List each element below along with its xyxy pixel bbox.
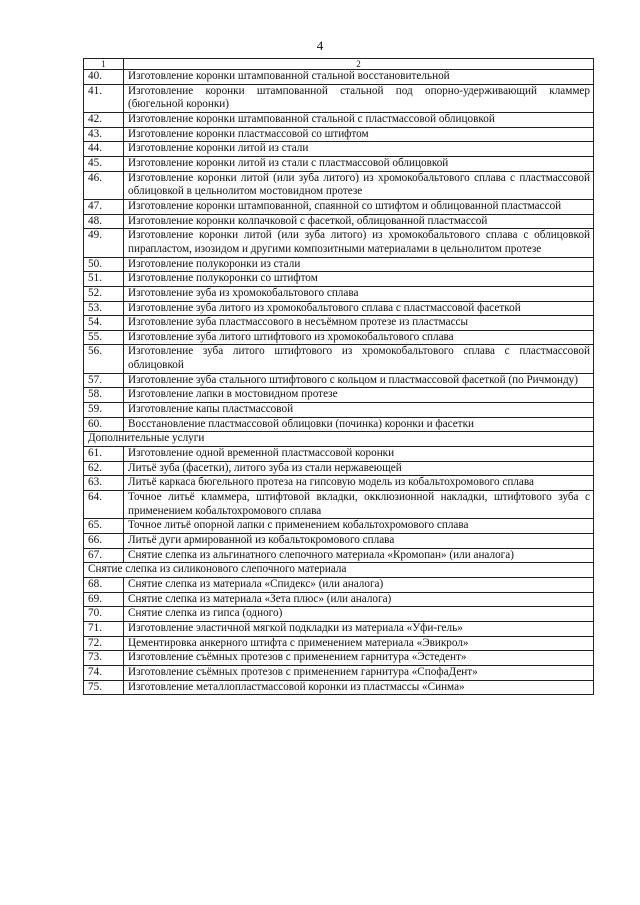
section-row xyxy=(84,563,594,578)
service-name: Изготовление зуба стального штифтового с кольцом и пластмассовой фасеткой (по Ричмонду) xyxy=(124,373,594,388)
service-name: Изготовление зуба из хромокобальтового сплава xyxy=(124,286,594,301)
service-name: Снятие слепка из материала «Спидекс» (или аналога) xyxy=(124,577,594,592)
table-row xyxy=(84,345,594,373)
column-name-header: 2 xyxy=(124,59,594,70)
service-name: Литьё дуги армированной из кобальтокромового сплава xyxy=(124,534,594,549)
row-number: 45. xyxy=(84,156,124,171)
row-number: 50. xyxy=(84,257,124,272)
service-name: Литьё зуба (фасетки), литого зуба из стали нержавеющей xyxy=(124,461,594,476)
service-name: Изготовление коронки литой (или зуба литого) из хромокобальтового сплава с пластмассовой облицовкой в цельнолитом мостовидном протезе xyxy=(124,171,594,199)
table-row xyxy=(84,403,594,418)
table-row xyxy=(84,592,594,607)
page-number: 4 xyxy=(316,38,324,53)
service-name: Изготовление эластичной мягкой подкладки из материала «Уфи-гель» xyxy=(124,621,594,636)
services-table xyxy=(83,58,594,695)
row-number: 52. xyxy=(84,286,124,301)
row-number: 57. xyxy=(84,373,124,388)
row-number: 53. xyxy=(84,301,124,316)
row-number: 60. xyxy=(84,417,124,432)
service-name: Снятие слепка из альгинатного слепочного материала «Кромопан» (или аналога) xyxy=(124,548,594,563)
row-number: 56. xyxy=(84,345,124,373)
row-number: 74. xyxy=(84,665,124,680)
service-name: Изготовление коронки колпачковой с фасеткой, облицованной пластмассой xyxy=(124,214,594,229)
row-number: 46. xyxy=(84,171,124,199)
service-name: Изготовление коронки штампованной стальной восстановительной xyxy=(124,70,594,85)
section-title: Дополнительные услуги xyxy=(84,432,594,447)
table-row xyxy=(84,491,594,519)
table-row xyxy=(84,447,594,462)
service-name: Изготовление зуба литого штифтового из хромокобальтового сплава xyxy=(124,330,594,345)
table-header-row xyxy=(84,59,594,70)
row-number: 68. xyxy=(84,577,124,592)
table-row xyxy=(84,476,594,491)
table-row xyxy=(84,665,594,680)
table-row xyxy=(84,621,594,636)
row-number: 44. xyxy=(84,142,124,157)
table-row xyxy=(84,272,594,287)
service-name: Снятие слепка из гипса (одного) xyxy=(124,607,594,622)
service-name: Изготовление коронки штампованной, спаянной со штифтом и облицованной пластмассой xyxy=(124,199,594,214)
service-name: Снятие слепка из материала «Зета плюс» (или аналога) xyxy=(124,592,594,607)
table-row xyxy=(84,388,594,403)
service-name: Изготовление коронки штампованной стальной под опорно-удерживающий кламмер (бюгельной коронки) xyxy=(124,84,594,112)
service-name: Изготовление зуба пластмассового в несъёмном протезе из пластмассы xyxy=(124,316,594,331)
table-row xyxy=(84,534,594,549)
table-row xyxy=(84,142,594,157)
table-row xyxy=(84,651,594,666)
row-number: 59. xyxy=(84,403,124,418)
service-name: Изготовление зуба литого из хромокобальтового сплава с пластмассовой фасеткой xyxy=(124,301,594,316)
row-number: 70. xyxy=(84,607,124,622)
row-number: 58. xyxy=(84,388,124,403)
service-name: Цементировка анкерного штифта с применением материала «Эвикрол» xyxy=(124,636,594,651)
row-number: 64. xyxy=(84,491,124,519)
table-row xyxy=(84,607,594,622)
row-number: 47. xyxy=(84,199,124,214)
row-number: 66. xyxy=(84,534,124,549)
row-number: 43. xyxy=(84,127,124,142)
row-number: 72. xyxy=(84,636,124,651)
table-row xyxy=(84,112,594,127)
service-name: Изготовление полукоронки со штифтом xyxy=(124,272,594,287)
service-name: Изготовление коронки литой из стали с пластмассовой облицовкой xyxy=(124,156,594,171)
table-row xyxy=(84,257,594,272)
row-number: 51. xyxy=(84,272,124,287)
section-title: Снятие слепка из силиконового слепочного материала xyxy=(84,563,594,578)
table-row xyxy=(84,519,594,534)
table-row xyxy=(84,127,594,142)
row-number: 42. xyxy=(84,112,124,127)
table-row xyxy=(84,199,594,214)
row-number: 73. xyxy=(84,651,124,666)
service-name: Точное литьё кламмера, штифтовой вкладки, окклюзионной накладки, штифтового зуба с применением кобальтохромового сплава xyxy=(124,491,594,519)
service-name: Изготовление металлопластмассовой коронки из пластмассы «Синма» xyxy=(124,680,594,695)
table-body xyxy=(84,70,594,695)
service-name: Литьё каркаса бюгельного протеза на гипсовую модель из кобальтохромового сплава xyxy=(124,476,594,491)
service-name: Изготовление съёмных протезов с применением гарнитура «СпофаДент» xyxy=(124,665,594,680)
table-row xyxy=(84,680,594,695)
service-name: Изготовление одной временной пластмассовой коронки xyxy=(124,447,594,462)
row-number: 69. xyxy=(84,592,124,607)
table-row xyxy=(84,417,594,432)
column-number-header: 1 xyxy=(84,59,124,70)
service-name: Изготовление коронки литой (или зуба литого) из хромокобальтового сплава с облицовкой пирапластом, изозидом и другими композитными материалами в цельнолитом протезе xyxy=(124,229,594,257)
service-name: Изготовление полукоронки из стали xyxy=(124,257,594,272)
service-name: Восстановление пластмассовой облицовки (починка) коронки и фасетки xyxy=(124,417,594,432)
row-number: 67. xyxy=(84,548,124,563)
row-number: 49. xyxy=(84,229,124,257)
table-row xyxy=(84,461,594,476)
service-name: Изготовление коронки литой из стали xyxy=(124,142,594,157)
service-name: Изготовление зуба литого штифтового из хромокобальтового сплава с пластмассовой облицовкой xyxy=(124,345,594,373)
service-name: Изготовление коронки пластмассовой со штифтом xyxy=(124,127,594,142)
table-row xyxy=(84,229,594,257)
table-row xyxy=(84,70,594,85)
service-name: Точное литьё опорной лапки с применением кобальтохромового сплава xyxy=(124,519,594,534)
row-number: 65. xyxy=(84,519,124,534)
table-row xyxy=(84,577,594,592)
table-row xyxy=(84,636,594,651)
row-number: 48. xyxy=(84,214,124,229)
table-row xyxy=(84,301,594,316)
table-row xyxy=(84,84,594,112)
row-number: 41. xyxy=(84,84,124,112)
service-name: Изготовление капы пластмассовой xyxy=(124,403,594,418)
row-number: 75. xyxy=(84,680,124,695)
section-row xyxy=(84,432,594,447)
table-row xyxy=(84,316,594,331)
table-row xyxy=(84,330,594,345)
row-number: 54. xyxy=(84,316,124,331)
row-number: 61. xyxy=(84,447,124,462)
row-number: 62. xyxy=(84,461,124,476)
row-number: 40. xyxy=(84,70,124,85)
table-row xyxy=(84,373,594,388)
table-row xyxy=(84,548,594,563)
row-number: 55. xyxy=(84,330,124,345)
service-name: Изготовление лапки в мостовидном протезе xyxy=(124,388,594,403)
table-row xyxy=(84,171,594,199)
service-name: Изготовление съёмных протезов с применением гарнитура «Эстедент» xyxy=(124,651,594,666)
row-number: 71. xyxy=(84,621,124,636)
table-row xyxy=(84,214,594,229)
table-row xyxy=(84,286,594,301)
table-row xyxy=(84,156,594,171)
row-number: 63. xyxy=(84,476,124,491)
service-name: Изготовление коронки штампованной стальной с пластмассовой облицовкой xyxy=(124,112,594,127)
